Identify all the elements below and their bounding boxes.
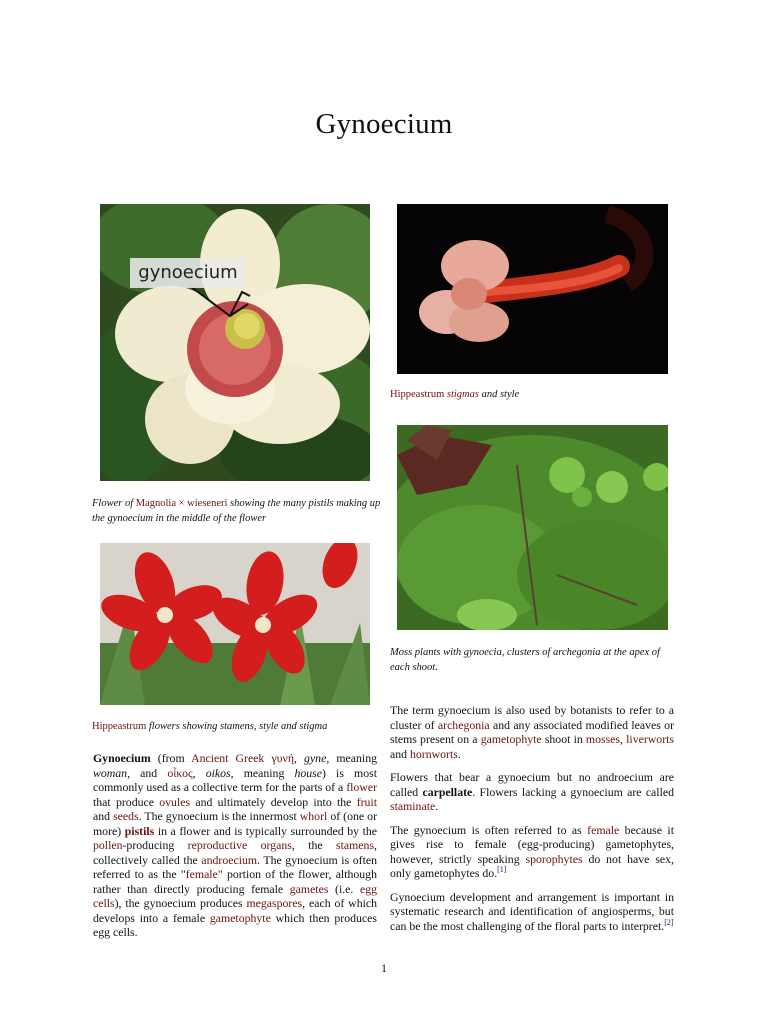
- term: carpellate: [422, 784, 473, 799]
- hippeastrum-flowers-link[interactable]: Hippeastrum: [92, 721, 147, 732]
- text: oikos: [205, 765, 231, 780]
- text: shoot in: [541, 732, 586, 746]
- hippeastrum-link[interactable]: Hippeastrum: [390, 389, 445, 400]
- magnolia-link[interactable]: Magnolia × wieseneri: [135, 498, 228, 509]
- link[interactable]: gametes: [289, 881, 329, 896]
- link[interactable]: sporophytes: [525, 851, 583, 866]
- text: and: [390, 746, 410, 761]
- text: and any associated modified leaves or stems present on a: [390, 717, 674, 746]
- term: Gynoecium: [93, 751, 151, 765]
- hippeastrum-caption: [92, 719, 382, 734]
- text: ,: [294, 751, 305, 765]
- link[interactable]: archegonia: [437, 717, 490, 732]
- text: Gynoecium development and arrangement is important in systematic research and identification of angiosperms, but can be the most challenging of the floral parts to interpret.: [390, 889, 674, 933]
- paragraph-female: [390, 823, 674, 881]
- text: ,: [620, 732, 627, 746]
- link[interactable]: γυνή: [271, 751, 294, 765]
- text: ), the gynoecium produces: [114, 896, 247, 910]
- text: Flowers that bear a gynoecium but no androecium are called: [390, 770, 674, 799]
- text: .: [435, 799, 439, 813]
- link[interactable]: liverworts: [626, 732, 674, 746]
- link[interactable]: pistils: [124, 823, 155, 838]
- link[interactable]: stamens: [336, 838, 375, 852]
- text: house: [294, 765, 322, 780]
- text: ,: [192, 765, 206, 780]
- text: , meaning: [326, 751, 377, 765]
- stigmas-link[interactable]: stigmas: [446, 389, 479, 400]
- left-column: [93, 751, 377, 949]
- moss-image: [397, 425, 668, 630]
- text: of (one or more): [93, 809, 377, 838]
- link[interactable]: gametophyte: [209, 910, 271, 925]
- text: , the: [291, 838, 337, 852]
- link[interactable]: flower: [346, 780, 378, 794]
- text: which then produces egg cells.: [93, 910, 377, 939]
- link[interactable]: mosses: [585, 732, 621, 746]
- hippeastrum-image: [100, 543, 370, 705]
- link[interactable]: androecium: [201, 852, 258, 867]
- link[interactable]: egg cells: [93, 881, 378, 910]
- link[interactable]: Ancient Greek: [191, 751, 265, 765]
- paragraph-development: [390, 890, 674, 934]
- text: in a flower and is typically surrounded by the: [154, 823, 377, 838]
- link[interactable]: fruit: [356, 794, 378, 809]
- moss-illustration: [397, 425, 668, 630]
- text: (from: [150, 751, 192, 765]
- link[interactable]: hornworts: [409, 746, 458, 761]
- link[interactable]: pollen: [93, 838, 123, 852]
- text: The term gynoecium is also used by botanists to refer to a cluster of: [390, 703, 674, 732]
- text: and: [93, 809, 114, 823]
- hippeastrum-illustration: [100, 543, 370, 705]
- page-number: 1: [381, 961, 387, 975]
- text: because it gives rise to female (egg-producing) gametophytes, however, strictly speaking: [390, 822, 674, 866]
- text: The gynoecium is often referred to as: [390, 822, 588, 837]
- link[interactable]: ovules: [159, 794, 191, 809]
- text: .: [457, 746, 461, 761]
- intro-paragraph: [93, 751, 377, 940]
- text: that produce: [93, 794, 160, 809]
- link[interactable]: οἶκος: [167, 765, 193, 780]
- text: and ultimately develop into the: [190, 794, 357, 809]
- paragraph-archegonia: [390, 703, 674, 761]
- link[interactable]: female: [185, 867, 218, 881]
- text: , meaning: [230, 765, 295, 780]
- text: . The gynoecium is often referred to as the ": [93, 852, 377, 881]
- text: (i.e.: [328, 881, 360, 896]
- text: woman: [93, 765, 128, 780]
- caption-text: showing the many pistils making up the gynoecium in the middle of the flower: [92, 498, 381, 524]
- link[interactable]: whorl: [299, 809, 328, 823]
- paragraph-carpellate: [390, 770, 674, 814]
- stigma-illustration: [397, 204, 668, 374]
- moss-caption: Moss plants with gynoecia, clusters of archegonia at the apex of each shoot.: [390, 647, 660, 673]
- stigma-caption: [390, 387, 680, 402]
- reference-link[interactable]: [1]: [497, 865, 507, 875]
- link[interactable]: seeds: [113, 809, 139, 823]
- text: ) is most commonly used as a collective term for the parts of a: [93, 765, 377, 794]
- caption-text: Flower of: [92, 498, 136, 509]
- magnolia-illustration: [100, 204, 370, 481]
- text: -producing: [122, 838, 188, 852]
- link[interactable]: megaspores: [246, 896, 303, 910]
- text: . Flowers lacking a gynoecium are called: [472, 784, 674, 799]
- text: , and: [127, 765, 168, 780]
- text: " portion of the flower, although rather than directly producing female: [93, 867, 377, 896]
- link[interactable]: gametophyte: [480, 732, 542, 746]
- reference-link[interactable]: [2]: [664, 917, 674, 927]
- text: , each of which develops into a female: [93, 896, 378, 925]
- magnolia-caption: [92, 496, 382, 526]
- gynoecium-label: gynoecium: [130, 258, 246, 288]
- link[interactable]: reproductive organs: [187, 838, 292, 852]
- page-title: Gynoecium: [315, 108, 453, 140]
- text: , collectively called the: [93, 838, 377, 867]
- link[interactable]: female: [587, 822, 620, 837]
- caption-text: and style: [478, 389, 520, 400]
- magnolia-image: [100, 204, 370, 481]
- text: gyne: [304, 751, 327, 765]
- caption-text: flowers showing stamens, style and stigma: [146, 721, 328, 732]
- right-column: [390, 703, 674, 942]
- link[interactable]: staminate: [390, 799, 436, 813]
- text: . The gynoecium is the innermost: [138, 809, 300, 823]
- text: do not have sex, only gametophytes do.: [390, 851, 674, 880]
- stigma-image: [397, 204, 668, 374]
